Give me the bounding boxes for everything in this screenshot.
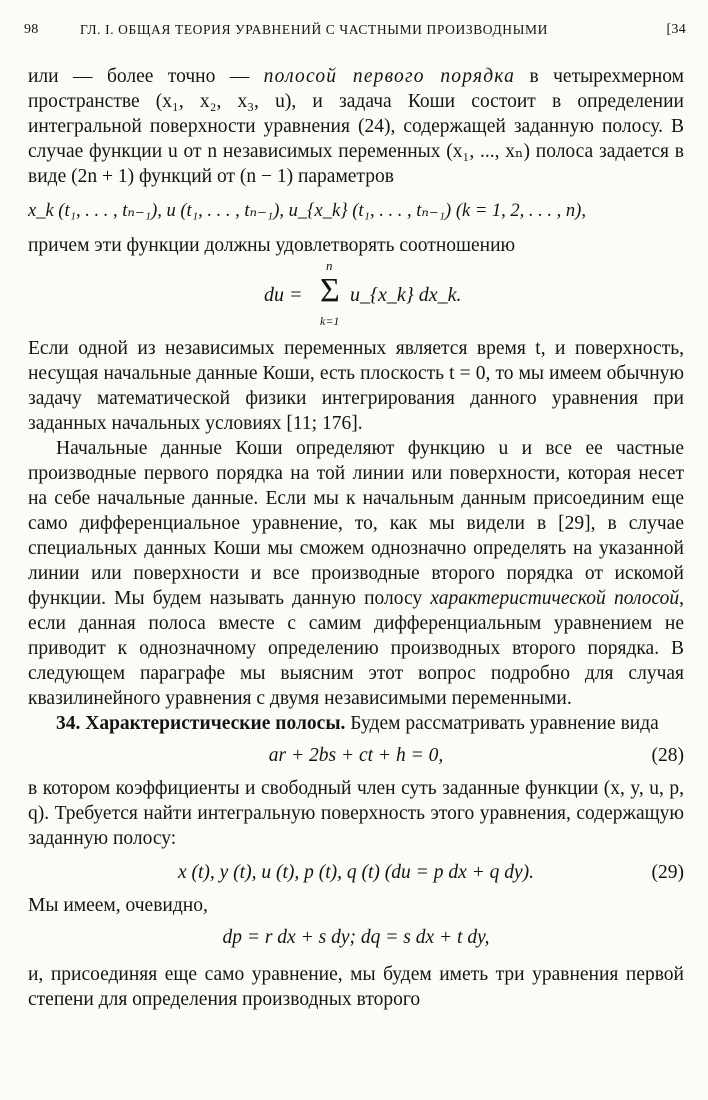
page-number: 98: [24, 22, 39, 37]
para4-text-b: , если данная полоса вместе с самим дифференциальным уравнением не приводит к однозначному определению производных второго порядка. В следующем параграфе мы выясним этот вопрос подробно для случая квазилинейного уравнения с двумя независимыми переменными.: [28, 588, 684, 709]
sum-lhs: du =: [264, 284, 303, 306]
paragraph-1: [28, 64, 684, 189]
sum-upper-limit: n: [326, 258, 333, 273]
paragraph-8: и, присоединяя еще само уравнение, мы будем иметь три уравнения первой степени для определения производных второго: [28, 964, 684, 1010]
eq28-expression: ar + 2bs + ct + h = 0,: [268, 745, 444, 766]
section-marker: [34: [666, 22, 686, 37]
para1-text-b: в четырехмерном пространстве (x₁, x₂, x₃, u), и задача Коши состоит в определении интегральной поверхности уравнения (24), содержащей заданную полосу. В случае функции u от n независимых переменных (x₁, ..., xₙ) полоса задается в виде (2n + 1) функций от (n − 1) параметров: [28, 66, 685, 187]
paragraph-2: причем эти функции должны удовлетворять соотношению: [28, 235, 516, 256]
sigma-symbol: Σ: [320, 272, 340, 309]
equation-29: [28, 853, 684, 893]
paragraph-4: [28, 436, 684, 711]
paragraph-5: [28, 711, 684, 736]
equation-sum: [28, 258, 684, 336]
equation-functions: x_k (t₁, . . . , tₙ₋₁), u (t₁, . . . , tₙ₋₁), u_{x_k} (t₁, . . . , tₙ₋₁) (k = 1, 2, . . . , n),: [28, 201, 586, 221]
paragraph-7: Мы имеем, очевидно,: [28, 895, 208, 916]
chapter-title: ГЛ. I. ОБЩАЯ ТЕОРИЯ УРАВНЕНИЙ С ЧАСТНЫМИ ПРОИЗВОДНЫМИ: [80, 22, 548, 37]
paragraph-6: в котором коэффициенты и свободный член суть заданные функции (x, y, u, p, q). Требуется найти интегральную поверхность этого уравнения, содержащую заданную полосу:: [28, 778, 684, 849]
eq29-number: (29): [651, 862, 684, 883]
para1-text-a: или — более точно —: [28, 66, 264, 87]
para4-text-a: Начальные данные Коши определяют функцию u и все ее частные производные первого порядка на той линии или поверхности, которая несет на себе начальные данные. Если мы к начальным данным присоединим еще само дифференциальное уравнение, то, как мы видели в [29], в случае специальных данных Коши мы сможем однозначно определять на указанной линии или поверхности и все производные второго порядка от искомой функции. Мы будем называть данную полосу: [28, 438, 684, 609]
equation-dp-dq: dp = r dx + s dy; dq = s dx + t dy,: [222, 927, 490, 948]
para1-emphasis: полосой первого порядка: [263, 66, 516, 87]
paragraph-3: Если одной из независимых переменных является время t, и поверхность, несущая начальные данные Коши, есть плоскость t = 0, то мы имеем обычную задачу математической физики интегрирования данного уравнения при заданных начальных условиях [11; 176].: [28, 338, 684, 434]
eq29-expression: x (t), y (t), u (t), p (t), q (t) (du = p dx + q dy).: [177, 862, 535, 883]
text-body: [28, 64, 684, 1012]
sum-lower-limit: k=1: [320, 314, 340, 328]
sum-rhs: u_{x_k} dx_k.: [350, 284, 462, 306]
para4-emphasis: характеристической полосой: [430, 588, 680, 609]
para5-text: Будем рассматривать уравнение вида: [345, 713, 659, 734]
running-header: [24, 22, 686, 46]
equation-28: [28, 736, 684, 776]
section-heading: 34. Характеристические полосы.: [56, 713, 346, 734]
eq28-number: (28): [651, 745, 684, 766]
